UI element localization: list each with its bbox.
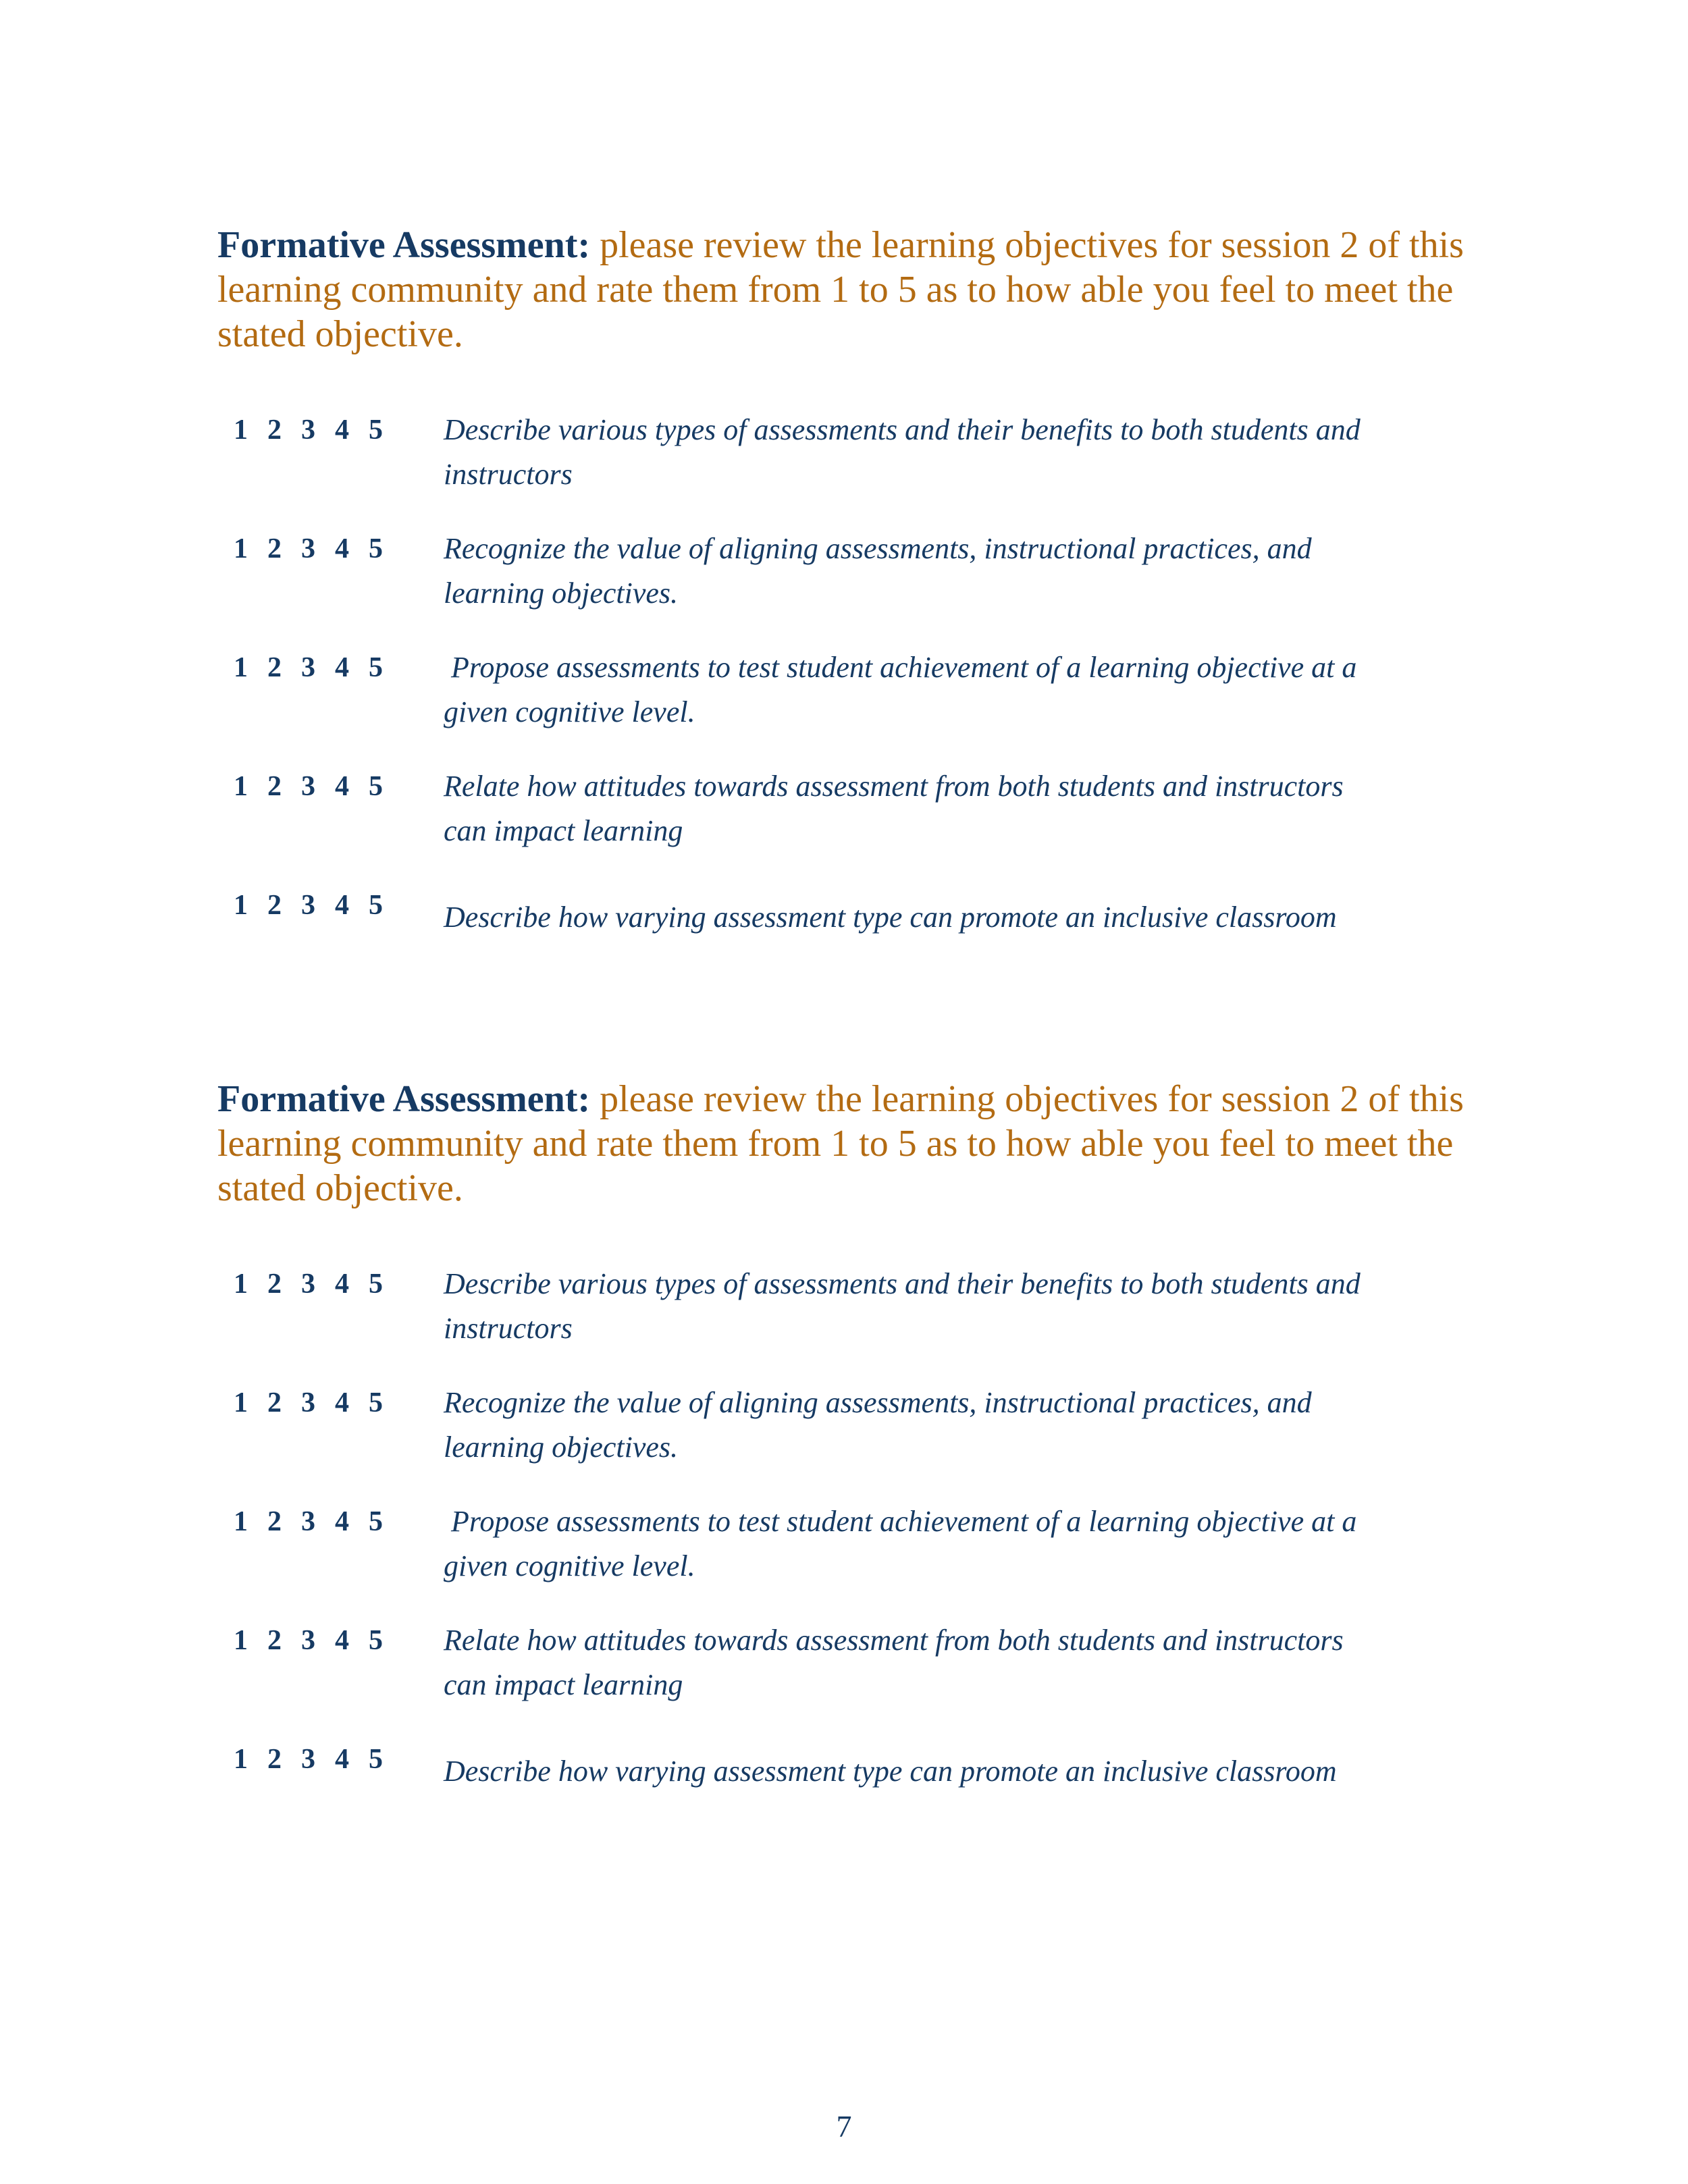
objectives-list [217,408,1487,1002]
rating-option-4[interactable]: 4 [335,415,349,446]
rating-option-5[interactable]: 5 [369,652,383,683]
rating-option-1[interactable]: 1 [234,1744,248,1775]
rating-option-2[interactable]: 2 [267,415,282,446]
section-heading [217,223,1487,356]
rating-option-3[interactable]: 3 [301,1269,315,1300]
heading-prompt: please review the learning objectives for session 2 of this learning community and rate them from 1 to 5 as to how able you feel to meet the stated objective. [217,224,1464,355]
rating-option-3[interactable]: 3 [301,1625,315,1656]
rating-option-3[interactable]: 3 [301,652,315,683]
objective-text: Propose assessments to test student achievement of a learning objective at a given cognitive level. [444,651,1365,728]
objective-row [217,1618,1487,1737]
objective-row [217,527,1487,645]
rating-option-3[interactable]: 3 [301,771,315,802]
rating-option-2[interactable]: 2 [267,771,282,802]
objective-row [217,1381,1487,1499]
rating-option-1[interactable]: 1 [234,1506,248,1537]
rating-option-3[interactable]: 3 [301,1506,315,1537]
rating-option-4[interactable]: 4 [335,1387,349,1418]
rating-option-1[interactable]: 1 [234,1625,248,1656]
heading-label: Formative Assessment: [217,1078,591,1120]
objective-text: Describe various types of assessments and their benefits to both students and instructors [444,1267,1361,1345]
rating-option-3[interactable]: 3 [301,533,315,564]
rating-option-1[interactable]: 1 [234,771,248,802]
rating-option-2[interactable]: 2 [267,1506,282,1537]
objective-row [217,645,1487,764]
rating-option-5[interactable]: 5 [369,1506,383,1537]
rating-option-3[interactable]: 3 [301,1387,315,1418]
rating-scale [234,883,402,928]
rating-option-2[interactable]: 2 [267,1387,282,1418]
rating-scale [234,527,402,571]
formative-assessment-section-2 [217,1077,1487,1856]
rating-option-4[interactable]: 4 [335,1269,349,1300]
objective-text: Describe how varying assessment type can promote an inclusive classroom [444,901,1337,934]
rating-option-5[interactable]: 5 [369,890,383,921]
rating-option-5[interactable]: 5 [369,1625,383,1656]
rating-option-1[interactable]: 1 [234,890,248,921]
objective-row [217,408,1487,527]
rating-scale [234,1737,402,1782]
rating-option-2[interactable]: 2 [267,533,282,564]
rating-option-2[interactable]: 2 [267,1269,282,1300]
rating-option-3[interactable]: 3 [301,1744,315,1775]
objective-text: Describe various types of assessments and their benefits to both students and instructors [444,413,1361,491]
objective-row [217,883,1487,1002]
rating-option-4[interactable]: 4 [335,1625,349,1656]
rating-option-4[interactable]: 4 [335,771,349,802]
objective-row [217,1262,1487,1381]
rating-option-4[interactable]: 4 [335,1744,349,1775]
rating-scale [234,645,402,690]
formative-assessment-section-1 [217,223,1487,1002]
rating-option-3[interactable]: 3 [301,890,315,921]
rating-scale [234,1381,402,1425]
rating-option-5[interactable]: 5 [369,533,383,564]
objective-text: Recognize the value of aligning assessments, instructional practices, and learning objectives. [444,1386,1312,1464]
rating-scale [234,408,402,452]
objective-text: Relate how attitudes towards assessment from both students and instructors can impact learning [444,1624,1344,1701]
rating-option-5[interactable]: 5 [369,1269,383,1300]
rating-option-5[interactable]: 5 [369,1387,383,1418]
rating-option-5[interactable]: 5 [369,1744,383,1775]
rating-scale [234,1262,402,1306]
rating-option-2[interactable]: 2 [267,652,282,683]
rating-option-1[interactable]: 1 [234,652,248,683]
rating-option-4[interactable]: 4 [335,1506,349,1537]
section-heading [217,1077,1487,1210]
objective-text: Describe how varying assessment type can promote an inclusive classroom [444,1755,1337,1788]
rating-option-1[interactable]: 1 [234,1269,248,1300]
rating-option-4[interactable]: 4 [335,533,349,564]
rating-option-2[interactable]: 2 [267,1744,282,1775]
objective-row [217,1499,1487,1618]
rating-option-1[interactable]: 1 [234,415,248,446]
rating-option-1[interactable]: 1 [234,533,248,564]
rating-option-3[interactable]: 3 [301,415,315,446]
rating-option-2[interactable]: 2 [267,890,282,921]
objective-text: Recognize the value of aligning assessments, instructional practices, and learning objectives. [444,532,1312,610]
objectives-list [217,1262,1487,1856]
objective-text: Propose assessments to test student achievement of a learning objective at a given cognitive level. [444,1505,1365,1582]
rating-option-2[interactable]: 2 [267,1625,282,1656]
objective-row [217,1737,1487,1856]
page-number: 7 [836,2109,852,2143]
rating-option-5[interactable]: 5 [369,415,383,446]
heading-prompt: please review the learning objectives for session 2 of this learning community and rate them from 1 to 5 as to how able you feel to meet the stated objective. [217,1078,1464,1209]
objective-row [217,764,1487,883]
rating-option-4[interactable]: 4 [335,652,349,683]
rating-scale [234,1499,402,1544]
rating-option-4[interactable]: 4 [335,890,349,921]
heading-label: Formative Assessment: [217,224,591,266]
objective-text: Relate how attitudes towards assessment from both students and instructors can impact learning [444,770,1344,847]
rating-scale [234,764,402,809]
rating-option-1[interactable]: 1 [234,1387,248,1418]
rating-scale [234,1618,402,1663]
rating-option-5[interactable]: 5 [369,771,383,802]
